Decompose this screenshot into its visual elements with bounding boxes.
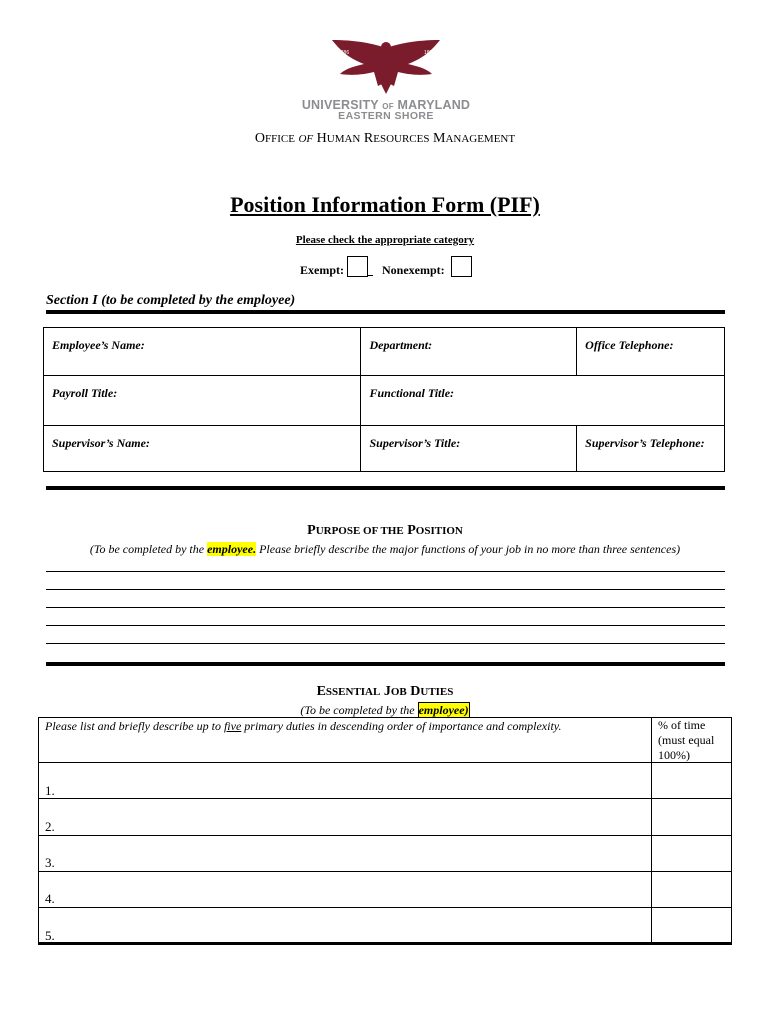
duties-column-divider <box>651 717 652 945</box>
university-logo <box>300 38 472 123</box>
duty-item-2[interactable]: 2. <box>45 819 55 834</box>
purpose-line-4[interactable] <box>46 625 725 626</box>
purpose-line-5[interactable] <box>46 643 725 644</box>
purpose-bottom-rule <box>46 662 725 666</box>
duty-row-divider <box>38 835 732 836</box>
form-title: Position Information Form (PIF) <box>230 192 540 217</box>
duties-bottom-rule <box>38 942 732 945</box>
employee-name-field[interactable]: Employee’s Name: <box>44 328 361 376</box>
section1-bottom-rule <box>46 486 725 490</box>
duty-item-5[interactable]: 5. <box>45 928 55 943</box>
purpose-line-3[interactable] <box>46 607 725 608</box>
purpose-line-2[interactable] <box>46 589 725 590</box>
duty-row-divider <box>38 907 732 908</box>
section1-heading: Section I (to be completed by the employee) <box>46 293 296 308</box>
duty-item-1[interactable]: 1. <box>45 783 55 798</box>
duty-item-3[interactable]: 3. <box>45 855 55 870</box>
duties-subheading: (To be completed by the employee) <box>300 703 469 717</box>
payroll-title-field[interactable]: Payroll Title: <box>44 376 361 426</box>
department-field[interactable]: Department: <box>361 328 577 376</box>
duty-row-divider <box>38 798 732 799</box>
purpose-instruction: (To be completed by the employee. Please briefly describe the major functions of your job in no more than three sentences) <box>89 542 681 556</box>
duty-item-4[interactable]: 4. <box>45 891 55 906</box>
logo-university-name: UNIVERSITY OF MARYLAND <box>301 98 471 112</box>
estab-year-right: 1886 <box>424 50 436 56</box>
duty-row-divider <box>38 871 732 872</box>
functional-title-field[interactable]: Functional Title: <box>361 376 725 426</box>
percent-time-header: % of time (must equal 100%) <box>658 718 715 762</box>
nonexempt-label: Nonexempt: <box>382 263 445 277</box>
hawk-emblem-icon <box>330 38 442 96</box>
category-instruction: Please check the appropriate category <box>295 234 475 246</box>
supervisor-title-field[interactable]: Supervisor’s Title: <box>361 426 577 472</box>
office-telephone-field[interactable]: Office Telephone: <box>577 328 725 376</box>
logo-campus-name: EASTERN SHORE <box>338 110 434 122</box>
exempt-underline <box>367 275 373 276</box>
employee-info-table <box>43 327 725 472</box>
exempt-label: Exempt: <box>300 263 344 277</box>
exempt-checkbox[interactable] <box>347 256 368 277</box>
purpose-heading: PURPOSE OF THE POSITION <box>307 523 463 538</box>
duties-header-divider <box>38 762 732 763</box>
duties-table <box>38 717 732 945</box>
office-heading: OFFICE OF HUMAN RESOURCES MANAGEMENT <box>254 131 516 146</box>
estab-year-left: 1886 <box>338 50 350 56</box>
nonexempt-checkbox[interactable] <box>451 256 472 277</box>
duties-heading: ESSENTIAL JOB DUTIES <box>316 684 454 699</box>
supervisor-telephone-field[interactable]: Supervisor’s Telephone: <box>577 426 725 472</box>
purpose-line-1[interactable] <box>46 571 725 572</box>
section1-rule <box>46 310 725 314</box>
supervisor-name-field[interactable]: Supervisor’s Name: <box>44 426 361 472</box>
duties-instruction: Please list and briefly describe up to five primary duties in descending order of importance and complexity. <box>45 719 562 733</box>
